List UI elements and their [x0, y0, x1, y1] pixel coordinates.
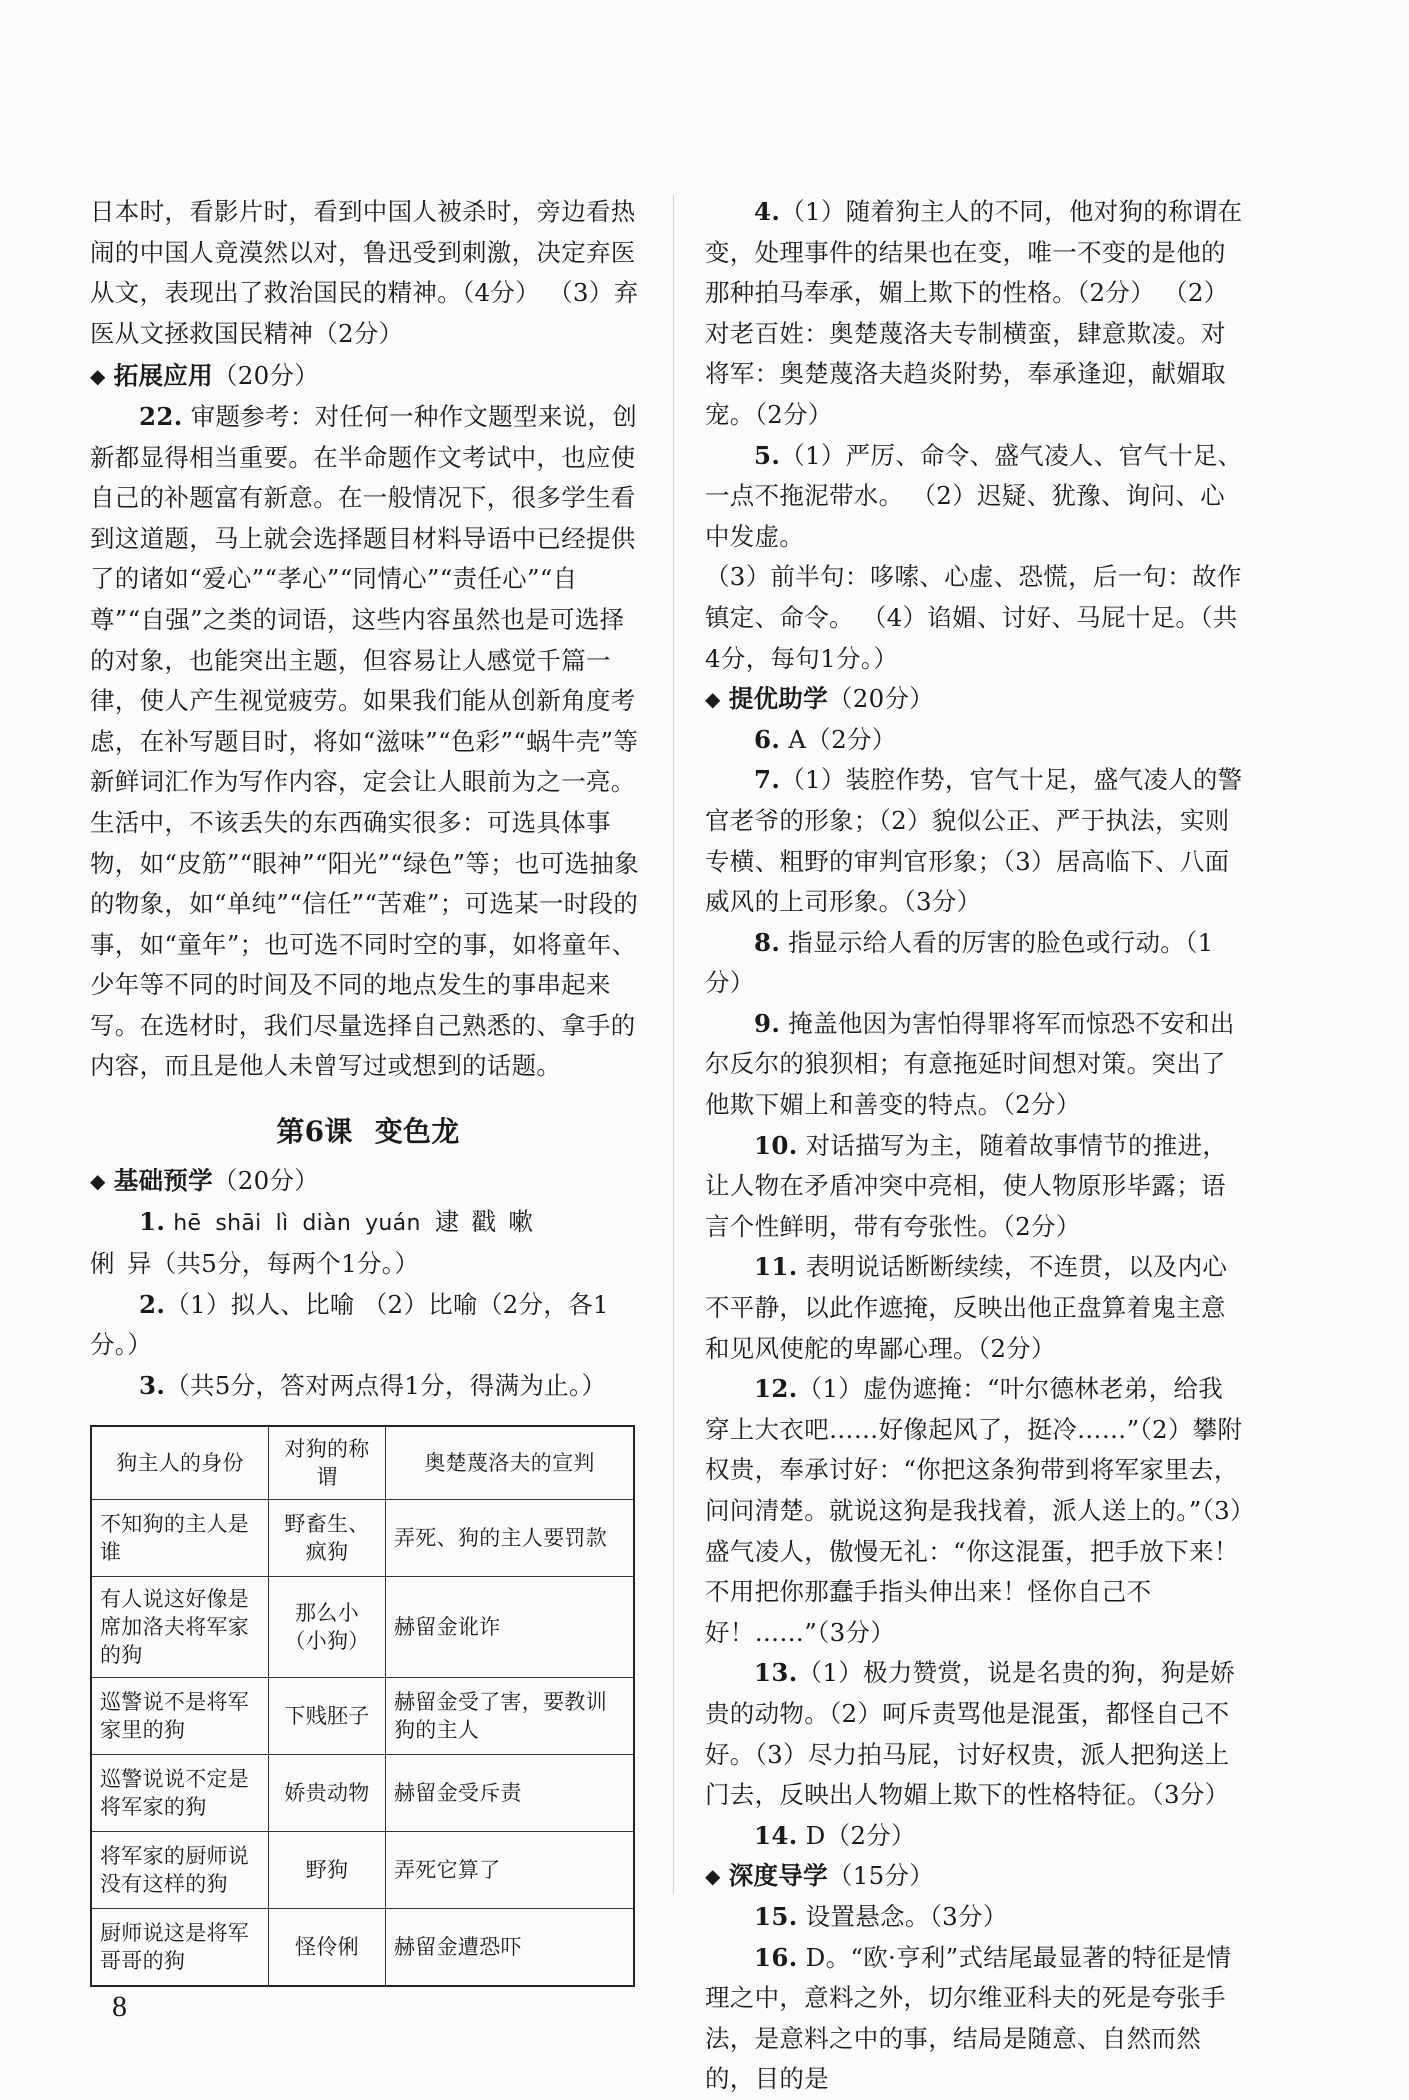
- lesson-title: 第6课 变色龙: [276, 1115, 460, 1149]
- question-11: 11. 表明说话断断续续，不连贯，以及内心不平静，以此作遮掩，反映出他正盘算着鬼主意和见风使舵的卑鄙心理。（2分）: [705, 1252, 1228, 1363]
- table-cell: 将军家的厨师说没有这样的狗: [91, 1831, 269, 1908]
- question-13: 13.（1）极力赞赏，说是名贵的狗，狗是娇贵的动物。（2）呵斥责骂他是混蛋，都怪自己不好。（3）尽力拍马屁，讨好权贵，派人把狗送上门去，反映出人物媚上欺下的性格特征。（3分）: [705, 1658, 1236, 1810]
- table-cell: 下贱胚子: [269, 1677, 386, 1754]
- question-9: 9. 掩盖他因为害怕得罪将军而惊恐不安和出尔反尔的狼狈相；有意拖延时间想对策。突出了他欺下媚上和善变的特点。（2分）: [705, 1008, 1235, 1120]
- table-cell: 野狗: [269, 1831, 386, 1908]
- question-16: 16. D。“欧·亨利”式结尾最显著的特征是情理之中，意料之外，切尔维亚科夫的死是夸张手法，是意料之中的事，结局是随意、自然而然的，目的是: [705, 1942, 1232, 2094]
- table-cell: 赫留金讹诈: [386, 1576, 635, 1677]
- table-cell: 娇贵动物: [269, 1754, 386, 1831]
- table-cell: 赫留金受斥责: [386, 1754, 635, 1831]
- table-cell: 弄死、狗的主人要罚款: [386, 1499, 635, 1576]
- diamond-icon: ◆: [705, 1864, 721, 1889]
- question-5-continuation: （3）前半句：哆嗦、心虚、恐慌，后一句：故作镇定、命令。 （4）谄媚、讨好、马屁十足。（共4分，每句1分。）: [705, 562, 1242, 673]
- dog-owner-table: [90, 1425, 635, 1987]
- question-2: 2.（1）拟人、比喻 （2）比喻（2分，各1分。）: [90, 1289, 609, 1360]
- question-3: 3.（共5分，答对两点得1分，得满为止。）: [139, 1371, 607, 1401]
- table-cell: 不知狗的主人是谁: [91, 1499, 269, 1576]
- table-row: [91, 1576, 634, 1677]
- question-5: 5.（1）严厉、命令、盛气凌人、官气十足、一点不拖泥带水。 （2）迟疑、犹豫、询问、心中发虚。: [705, 440, 1243, 551]
- diamond-icon: ◆: [90, 364, 106, 389]
- question-6: 6. A（2分）: [754, 724, 897, 754]
- table-cell: 巡警说说不定是将军家的狗: [91, 1754, 269, 1831]
- left-column: [90, 192, 646, 1987]
- question-8: 8. 指显示给人看的厉害的脸色或行动。（1分）: [705, 927, 1214, 998]
- section-shendu: ◆ 深度导学（15分）: [705, 1861, 935, 1891]
- question-10: 10. 对话描写为主，随着故事情节的推进，让人物在矛盾冲突中亮相，使人物原形毕露；语言个性鲜明，带有夸张性。（2分）: [705, 1130, 1228, 1241]
- table-row: [91, 1831, 634, 1908]
- table-row: [91, 1677, 634, 1754]
- question-7: 7.（1）装腔作势，官气十足，盛气凌人的警官老爷的形象；（2）貌似公正、严于执法，实则专横、粗野的审判官形象；（3）居高临下、八面威风的上司形象。（3分）: [705, 765, 1243, 917]
- table-header: 奥楚蔑洛夫的宣判: [386, 1426, 635, 1500]
- table-cell: 厨师说这是将军哥哥的狗: [91, 1908, 269, 1986]
- question-15: 15. 设置悬念。（3分）: [754, 1901, 1008, 1931]
- page-number: 8: [112, 1990, 127, 2023]
- table-cell: 野畜生、疯狗: [269, 1499, 386, 1576]
- question-22: 22. 审题参考：对任何一种作文题型来说，创新都显得相当重要。在半命题作文考试中，也应使自己的补题富有新意。在一般情况下，很多学生看到这道题，马上就会选择题目材料导语中已经提供了的诸如“爱心”“孝心”“同情心”“责任心”“自尊”“自强”之类的词语，这些内容虽然也是可选择的对象，也能突出主题，但容易让人感觉千篇一律，使人产生视觉疲劳。如果我们能从创新角度考虑，在补写题目时，将如“滋味”“色彩”“蜗牛壳”等新鲜词汇作为写作内容，定会让人眼前为之一亮。生活中，不该丢失的东西确实很多：可选具体事物，如“皮筋”“眼神”“阳光”“绿色”等；也可选抽象的物象，如“单纯”“信任”“苦难”；可选某一时段的事，如“童年”；也可选不同时空的事，如将童年、少年等不同的时间及不同的地点发生的事串起来写。在选材时，我们尽量选择自己熟悉的、拿手的内容，而且是他人未曾写过或想到的话题。: [90, 401, 639, 1081]
- table-cell: 弄死它算了: [386, 1831, 635, 1908]
- table-row: [91, 1499, 634, 1576]
- table-cell: 赫留金遭恐吓: [386, 1908, 635, 1986]
- table-cell: 有人说这好像是席加洛夫将军家的狗: [91, 1576, 269, 1677]
- table-header: 狗主人的身份: [91, 1426, 269, 1500]
- table-cell: 怪伶俐: [269, 1908, 386, 1986]
- diamond-icon: ◆: [705, 687, 721, 712]
- section-tiyou: ◆ 提优助学（20分）: [705, 684, 935, 714]
- table-row: [91, 1754, 634, 1831]
- diamond-icon: ◆: [90, 1169, 106, 1194]
- table-cell: 赫留金受了害，要教训狗的主人: [386, 1677, 635, 1754]
- column-divider: [673, 195, 674, 1895]
- question-1: 1. hē shāi lì diàn yuán 逮 戳 嗽 俐 异（共5分，每两个1分。）: [90, 1206, 534, 1279]
- section-tuozhan: ◆ 拓展应用（20分）: [90, 361, 320, 391]
- table-header-row: [91, 1426, 634, 1500]
- question-12: 12.（1）虚伪遮掩：“叶尔德林老弟，给我穿上大衣吧……好像起风了，挺冷……”（2）攀附权贵，奉承讨好：“你把这条狗带到将军家里去，问问清楚。就说这狗是我找着，派人送上的。”（3）盛气凌人，傲慢无礼：“你这混蛋，把手放下来！不用把你那蠢手指头伸出来！怪你自己不好！……”（3分）: [705, 1374, 1243, 1647]
- table-cell: 巡警说不是将军家里的狗: [91, 1677, 269, 1754]
- table-header: 对狗的称谓: [269, 1426, 386, 1500]
- q21-continuation: 日本时，看影片时，看到中国人被杀时，旁边看热闹的中国人竟漠然以对，鲁迅受到刺激，决定弃医从文，表现出了救治国民的精神。（4分） （3）弃医从文拯救国民精神（2分）: [90, 197, 639, 348]
- question-14: 14. D（2分）: [754, 1820, 916, 1850]
- table-cell: 那么小（小狗）: [269, 1576, 386, 1677]
- right-column: [705, 192, 1245, 2100]
- table-row: [91, 1908, 634, 1986]
- section-jichu: ◆ 基础预学（20分）: [90, 1166, 320, 1196]
- question-4: 4.（1）随着狗主人的不同，他对狗的称谓在变，处理事件的结果也在变，唯一不变的是他的那种拍马奉承，媚上欺下的性格。（2分） （2）对老百姓：奥楚蔑洛夫专制横蛮，肆意欺凌。对将军：奥楚蔑洛夫趋炎附势，奉承逢迎，献媚取宠。（2分）: [705, 197, 1243, 429]
